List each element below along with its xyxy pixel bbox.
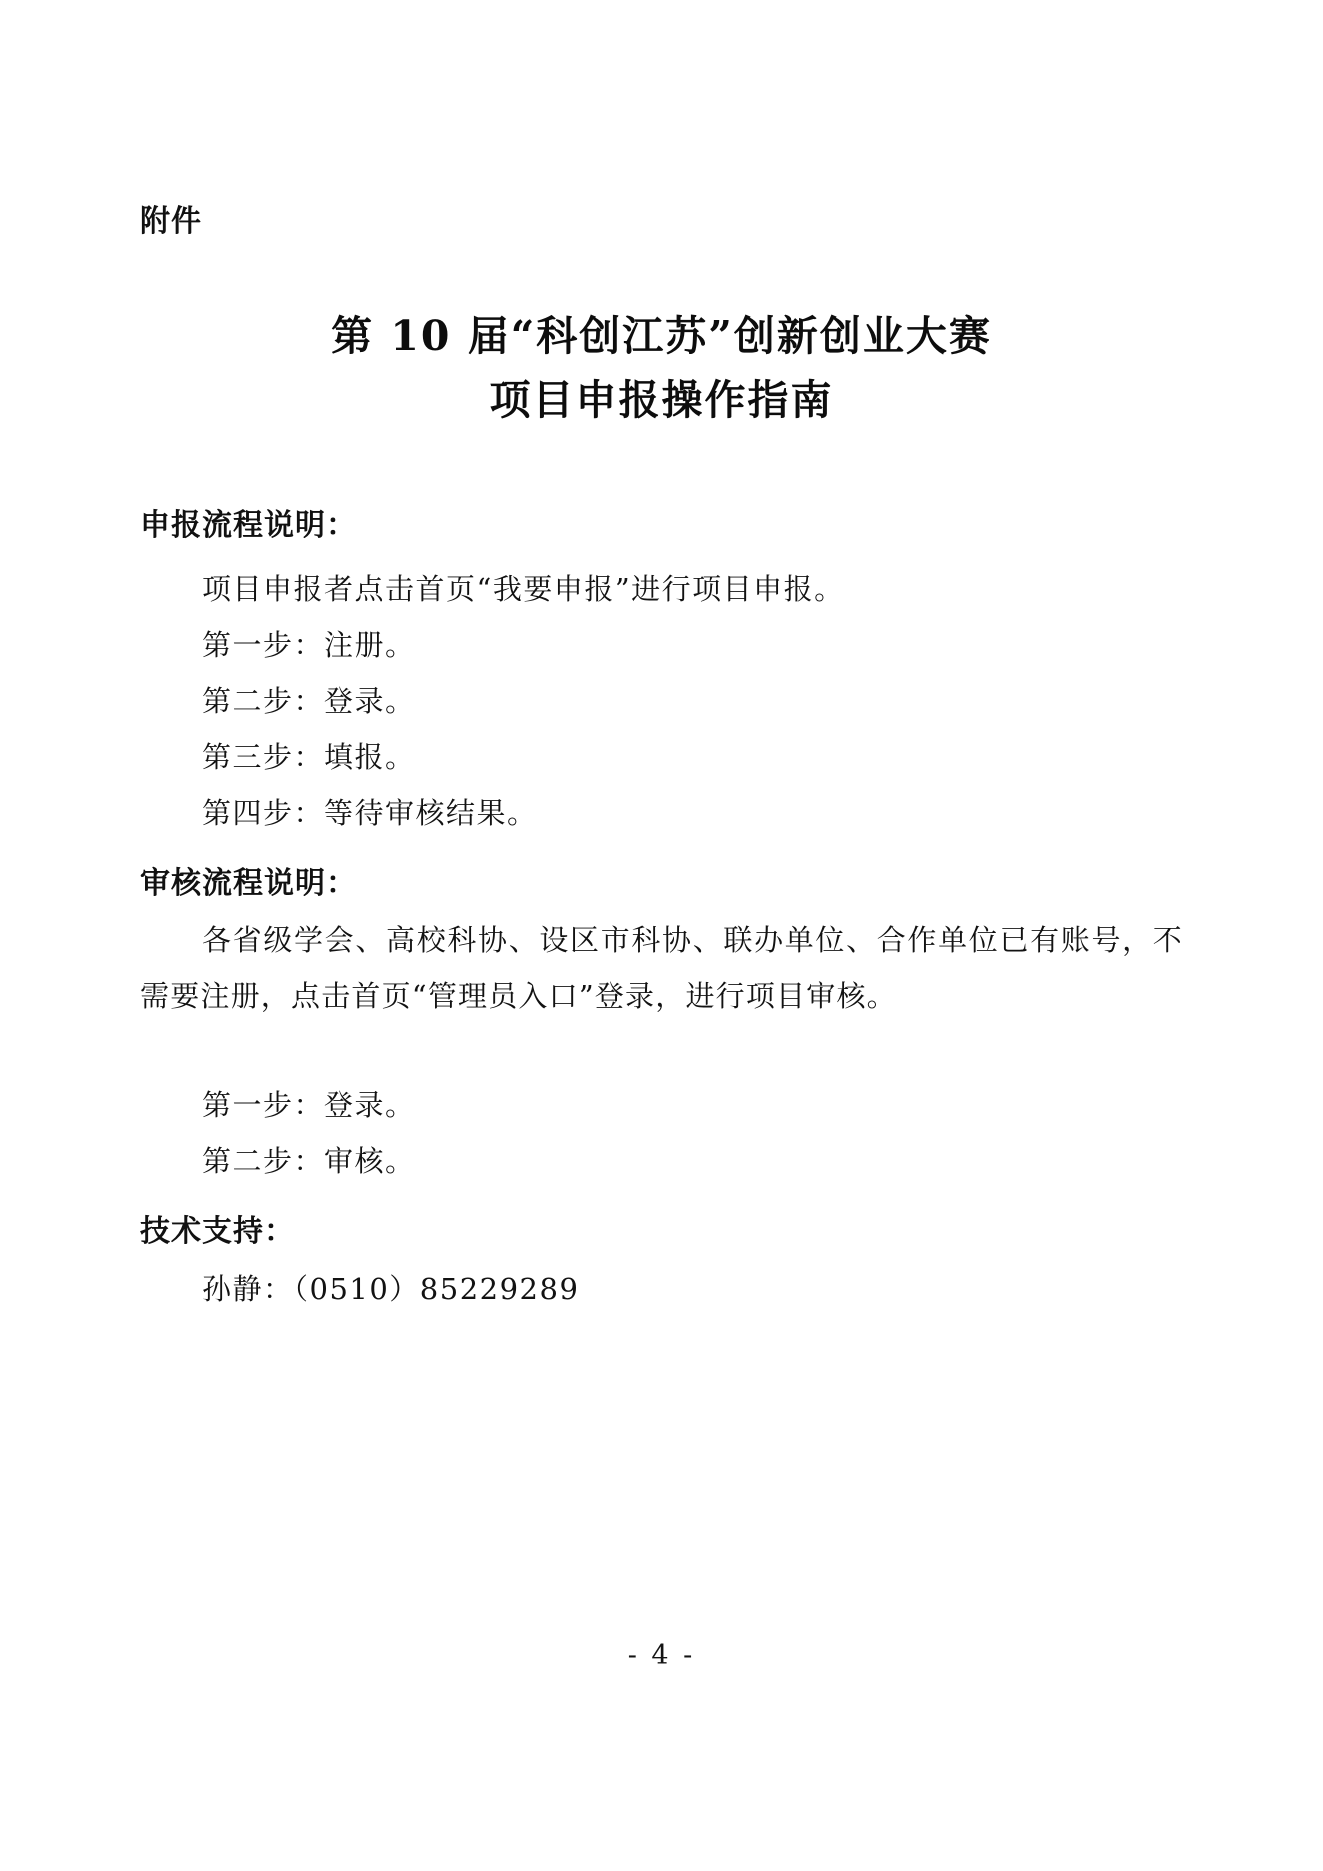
application-step-3: 第三步：填报。 <box>202 740 416 774</box>
application-step-intro: 项目申报者点击首页“我要申报”进行项目申报。 <box>202 572 845 606</box>
page-number: - 4 - <box>627 1640 696 1671</box>
page-title <box>140 305 1183 432</box>
page-title-line-2: 项目申报操作指南 <box>489 375 834 424</box>
section-heading-review-process: 审核流程说明： <box>140 866 357 901</box>
application-step-4: 第四步：等待审核结果。 <box>202 796 538 830</box>
review-process-paragraph: 各省级学会、高校科协、设区市科协、联办单位、合作单位已有账号，不需要注册，点击首页“管理员入口”登录，进行项目审核。 <box>140 923 1183 1013</box>
section-heading-technical-support: 技术支持： <box>140 1214 295 1249</box>
page-content <box>140 0 1183 1871</box>
review-step-2: 第二步：审核。 <box>202 1144 416 1178</box>
review-step-1: 第一步：登录。 <box>202 1088 416 1122</box>
attachment-label: 附件 <box>140 204 202 239</box>
page-title-line-1: 第 10 届“科创江苏”创新创业大赛 <box>331 312 992 360</box>
application-step-1: 第一步：注册。 <box>202 628 416 662</box>
technical-support-contact: 孙静：（0510）85229289 <box>202 1272 580 1306</box>
section-heading-application-process: 申报流程说明： <box>140 508 357 543</box>
application-step-2: 第二步：登录。 <box>202 684 416 718</box>
